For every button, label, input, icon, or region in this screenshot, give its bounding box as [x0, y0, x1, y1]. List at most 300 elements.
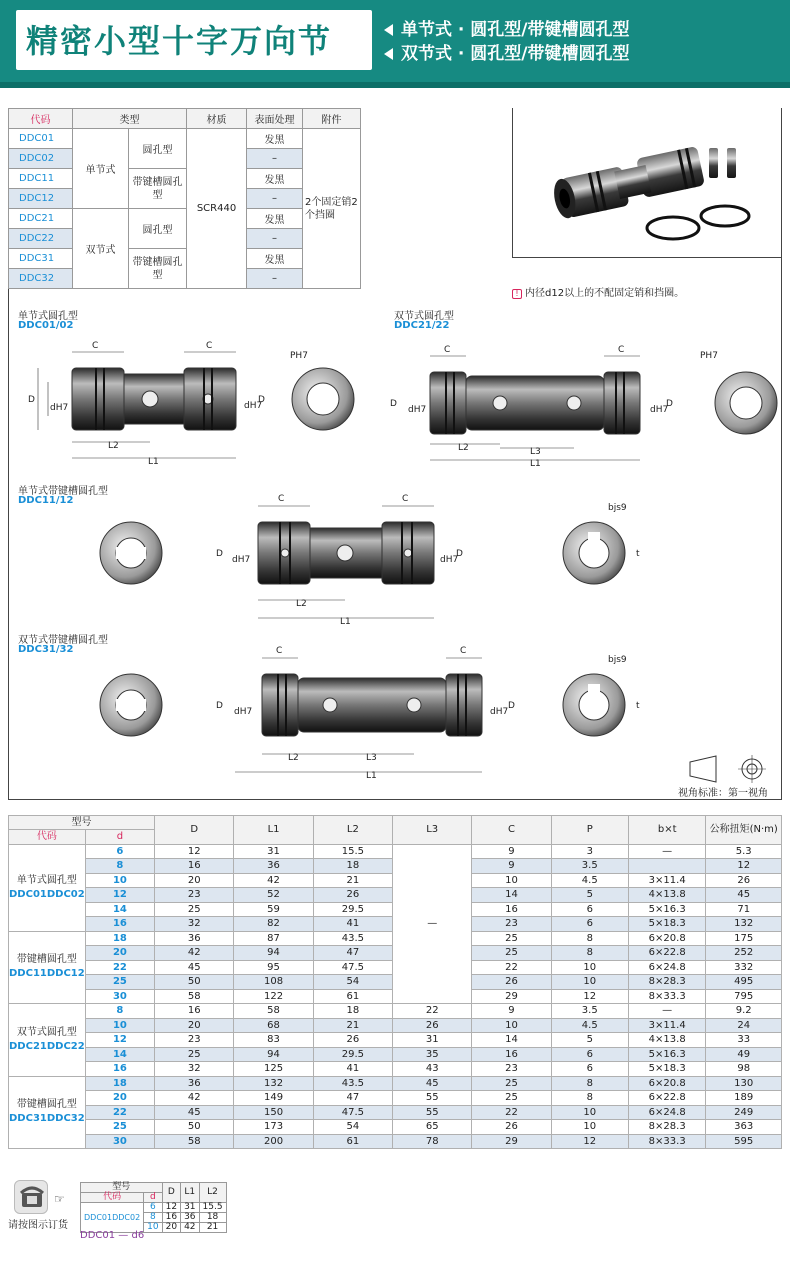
th-code: 代码: [9, 830, 86, 845]
D-cell: 20: [155, 1018, 234, 1033]
C-cell: 22: [472, 1105, 551, 1120]
L1-cell: 68: [234, 1018, 313, 1033]
bxt-cell: 6×22.8: [628, 946, 706, 961]
C-cell: 14: [472, 888, 551, 903]
P-cell: 10: [551, 1120, 628, 1135]
D-cell: 20: [155, 873, 234, 888]
group-cell: [9, 844, 86, 931]
L2-cell: 61: [313, 1134, 392, 1149]
group-codes: DDC21DDC22: [9, 1040, 85, 1052]
order-example-table: 型号 D L1 L2 代码 d DDC01DDC02 6 12 31 15.5 8 16 36 18 10 20 42 21: [80, 1182, 227, 1233]
bxt-cell: 8×33.3: [628, 1134, 706, 1149]
d-cell: 22: [85, 1105, 154, 1120]
table-row: [9, 844, 782, 859]
svg-text:C: C: [206, 341, 213, 351]
L2-cell: 43.5: [313, 1076, 392, 1091]
P-cell: 8: [551, 946, 628, 961]
group-label: 带键槽圆孔型: [16, 1099, 77, 1111]
torque-cell: 49: [706, 1047, 782, 1062]
D-cell: 16: [155, 859, 234, 874]
order-label: 请按图示订货: [8, 1220, 68, 1231]
L3-cell: 43: [393, 1062, 472, 1077]
torque-cell: 45: [706, 888, 782, 903]
svg-text:dH7: dH7: [408, 405, 427, 415]
th-torque: 公称扭矩(N·m): [706, 816, 782, 845]
D-cell: 42: [155, 946, 234, 961]
group-cell: [9, 1076, 86, 1149]
bxt-cell: 5×18.3: [628, 1062, 706, 1077]
bxt-cell: 6×20.8: [628, 1076, 706, 1091]
torque-cell: 252: [706, 946, 782, 961]
D-cell: 25: [155, 1047, 234, 1062]
torque-cell: 795: [706, 989, 782, 1004]
L1-cell: 58: [234, 1004, 313, 1019]
L2-cell: 21: [313, 1018, 392, 1033]
finish-cell: 发黑: [247, 129, 303, 149]
table-row: [9, 1105, 782, 1120]
d-cell: 12: [85, 1033, 154, 1048]
P-cell: 5: [551, 1033, 628, 1048]
L1-cell: 31: [234, 844, 313, 859]
finish-cell: –: [247, 269, 303, 289]
material-cell: SCR440: [187, 129, 247, 289]
L1-cell: 200: [234, 1134, 313, 1149]
section-label: 双节式圆孔型: [394, 311, 454, 322]
d-cell: 18: [85, 931, 154, 946]
finish-cell: 发黑: [247, 169, 303, 189]
P-cell: 10: [551, 975, 628, 990]
group-label: 单节式圆孔型: [16, 874, 77, 886]
L2-cell: 47: [313, 1091, 392, 1106]
svg-text:C: C: [92, 341, 99, 351]
section-code: DDC31/32: [18, 644, 74, 655]
svg-text:C: C: [444, 345, 451, 355]
svg-text:D: D: [390, 399, 397, 409]
svg-text:L2: L2: [288, 753, 299, 763]
svg-text:D: D: [216, 701, 223, 711]
L1-cell: 42: [234, 873, 313, 888]
bxt-cell: 5×16.3: [628, 1047, 706, 1062]
C-cell: 16: [472, 1047, 551, 1062]
svg-text:dH7: dH7: [232, 555, 251, 565]
P-cell: 8: [551, 1091, 628, 1106]
L2-cell: 43.5: [313, 931, 392, 946]
sub-round: 圆孔型: [129, 209, 187, 249]
P-cell: 5: [551, 888, 628, 903]
L1-cell: 52: [234, 888, 313, 903]
C-cell: 22: [472, 960, 551, 975]
note: ! 内径d12以上的不配固定销和挡圈。: [512, 284, 684, 299]
torque-cell: 12: [706, 859, 782, 874]
th-finish: 表面处理: [247, 109, 303, 129]
single-rows: [9, 844, 782, 1004]
svg-text:t: t: [636, 549, 640, 559]
finish-cell: –: [247, 149, 303, 169]
svg-text:t: t: [636, 701, 640, 711]
L2-cell: 54: [313, 975, 392, 990]
svg-text:D: D: [216, 549, 223, 559]
L3-cell: —: [393, 844, 472, 1004]
svg-text:L2: L2: [458, 443, 469, 453]
code-cell: DDC31: [9, 249, 73, 269]
spec-data-table: [8, 815, 782, 1149]
bxt-cell: 6×24.8: [628, 1105, 706, 1120]
th-d: d: [85, 830, 154, 845]
L1-cell: 83: [234, 1033, 313, 1048]
table-row: [9, 1004, 782, 1019]
subtitle-single: 单节式 · 圆孔型/带键槽圆孔型: [384, 18, 630, 42]
P-cell: 12: [551, 989, 628, 1004]
section-label: 双节式带键槽圆孔型: [18, 635, 108, 646]
svg-text:dH7: dH7: [650, 405, 669, 415]
table-row: [9, 1091, 782, 1106]
group-label: 双节式圆孔型: [16, 1026, 77, 1038]
L2-cell: 47: [313, 946, 392, 961]
bxt-cell: 5×16.3: [628, 902, 706, 917]
C-cell: 25: [472, 1076, 551, 1091]
bxt-cell: 6×20.8: [628, 931, 706, 946]
torque-cell: 175: [706, 931, 782, 946]
d-cell: 22: [85, 960, 154, 975]
bxt-cell: 5×18.3: [628, 917, 706, 932]
D-cell: 25: [155, 902, 234, 917]
drawing-double-keyway: [100, 646, 640, 781]
P-cell: 8: [551, 1076, 628, 1091]
D-cell: 32: [155, 1062, 234, 1077]
L2-cell: 29.5: [313, 1047, 392, 1062]
P-cell: 6: [551, 1047, 628, 1062]
svg-text:L3: L3: [366, 753, 377, 763]
svg-text:PH7: PH7: [700, 351, 718, 361]
L2-cell: 26: [313, 1033, 392, 1048]
L1-cell: 132: [234, 1076, 313, 1091]
svg-text:C: C: [278, 494, 285, 504]
double-rows: [9, 1004, 782, 1149]
svg-text:L3: L3: [530, 447, 541, 457]
svg-text:dH7: dH7: [50, 403, 69, 413]
L3-cell: 45: [393, 1076, 472, 1091]
L3-cell: 78: [393, 1134, 472, 1149]
th-P: P: [551, 816, 628, 845]
L3-cell: 65: [393, 1120, 472, 1135]
L2-cell: 54: [313, 1120, 392, 1135]
d-cell: 30: [85, 1134, 154, 1149]
d-cell: 6: [85, 844, 154, 859]
D-cell: 36: [155, 931, 234, 946]
svg-text:L2: L2: [108, 441, 119, 451]
D-cell: 50: [155, 1120, 234, 1135]
P-cell: 3.5: [551, 859, 628, 874]
svg-text:PH7: PH7: [290, 351, 308, 361]
svg-text:bjs9: bjs9: [608, 503, 627, 513]
section-label: 单节式圆孔型: [18, 311, 78, 322]
torque-cell: 595: [706, 1134, 782, 1149]
svg-text:L1: L1: [340, 617, 351, 627]
L2-cell: 61: [313, 989, 392, 1004]
P-cell: 4.5: [551, 1018, 628, 1033]
torque-cell: 363: [706, 1120, 782, 1135]
type-single: 单节式: [73, 129, 129, 209]
torque-cell: 332: [706, 960, 782, 975]
torque-cell: 24: [706, 1018, 782, 1033]
P-cell: 12: [551, 1134, 628, 1149]
C-cell: 25: [472, 1091, 551, 1106]
d-cell: 16: [85, 1062, 154, 1077]
bxt-cell: 6×24.8: [628, 960, 706, 975]
bxt-cell: 8×28.3: [628, 1120, 706, 1135]
d-cell: 20: [85, 946, 154, 961]
C-cell: 29: [472, 1134, 551, 1149]
svg-text:D: D: [258, 395, 265, 405]
C-cell: 25: [472, 946, 551, 961]
L2-cell: 15.5: [313, 844, 392, 859]
P-cell: 6: [551, 902, 628, 917]
D-cell: 23: [155, 888, 234, 903]
L1-cell: 82: [234, 917, 313, 932]
P-cell: 6: [551, 917, 628, 932]
bxt-cell: 3×11.4: [628, 873, 706, 888]
P-cell: 3: [551, 844, 628, 859]
th-L3: L3: [393, 816, 472, 845]
code-cell: DDC01: [9, 129, 73, 149]
group-label: 带键槽圆孔型: [16, 954, 77, 966]
torque-cell: 5.3: [706, 844, 782, 859]
d-cell: 8: [85, 859, 154, 874]
L2-cell: 41: [313, 1062, 392, 1077]
type-double: 双节式: [73, 209, 129, 289]
torque-cell: 249: [706, 1105, 782, 1120]
L3-cell: 35: [393, 1047, 472, 1062]
sub-round: 圆孔型: [129, 129, 187, 169]
L1-cell: 125: [234, 1062, 313, 1077]
L1-cell: 94: [234, 1047, 313, 1062]
finish-cell: 发黑: [247, 209, 303, 229]
svg-text:L1: L1: [530, 459, 541, 469]
d-cell: 25: [85, 975, 154, 990]
bxt-cell: —: [628, 1004, 706, 1019]
svg-text:L2: L2: [296, 599, 307, 609]
P-cell: 10: [551, 960, 628, 975]
th-model: 型号: [9, 816, 155, 830]
P-cell: 10: [551, 1105, 628, 1120]
bxt-cell: 6×22.8: [628, 1091, 706, 1106]
C-cell: 10: [472, 873, 551, 888]
bxt-cell: 3×11.4: [628, 1018, 706, 1033]
th-D: D: [155, 816, 234, 845]
torque-cell: 495: [706, 975, 782, 990]
torque-cell: 33: [706, 1033, 782, 1048]
table-row: [9, 1018, 782, 1033]
C-cell: 29: [472, 989, 551, 1004]
D-cell: 36: [155, 1076, 234, 1091]
d-cell: 8: [85, 1004, 154, 1019]
C-cell: 16: [472, 902, 551, 917]
D-cell: 42: [155, 1091, 234, 1106]
torque-cell: 26: [706, 873, 782, 888]
svg-text:dH7: dH7: [234, 707, 253, 717]
D-cell: 45: [155, 960, 234, 975]
C-cell: 23: [472, 1062, 551, 1077]
C-cell: 9: [472, 1004, 551, 1019]
d-cell: 10: [85, 873, 154, 888]
subtitle-double: 双节式 · 圆孔型/带键槽圆孔型: [384, 42, 630, 66]
svg-text:bjs9: bjs9: [608, 655, 627, 665]
P-cell: 8: [551, 931, 628, 946]
L3-cell: 55: [393, 1091, 472, 1106]
section-label: 单节式带键槽圆孔型: [18, 486, 108, 497]
svg-text:D: D: [28, 395, 35, 405]
L2-cell: 18: [313, 859, 392, 874]
pointing-hand-icon: ☞: [54, 1192, 65, 1206]
L3-cell: 55: [393, 1105, 472, 1120]
bxt-cell: 8×33.3: [628, 989, 706, 1004]
L1-cell: 87: [234, 931, 313, 946]
C-cell: 9: [472, 859, 551, 874]
L3-cell: 31: [393, 1033, 472, 1048]
bxt-cell: 4×13.8: [628, 888, 706, 903]
C-cell: 26: [472, 1120, 551, 1135]
th-material: 材质: [187, 109, 247, 129]
d-cell: 14: [85, 1047, 154, 1062]
L1-cell: 150: [234, 1105, 313, 1120]
view-standard: 视角标准：第一视角: [678, 788, 768, 799]
table-row: [9, 1033, 782, 1048]
L2-cell: 41: [313, 917, 392, 932]
L1-cell: 149: [234, 1091, 313, 1106]
warning-icon: !: [512, 289, 522, 299]
th-L1: L1: [234, 816, 313, 845]
d-cell: 10: [85, 1018, 154, 1033]
C-cell: 26: [472, 975, 551, 990]
torque-cell: 189: [706, 1091, 782, 1106]
section-code: DDC01/02: [18, 320, 74, 331]
L2-cell: 18: [313, 1004, 392, 1019]
L1-cell: 36: [234, 859, 313, 874]
projection-symbol-icon: [690, 755, 766, 783]
bxt-cell: —: [628, 844, 706, 859]
P-cell: 4.5: [551, 873, 628, 888]
D-cell: 12: [155, 844, 234, 859]
L2-cell: 26: [313, 888, 392, 903]
drawing-single-round: [28, 341, 354, 467]
D-cell: 45: [155, 1105, 234, 1120]
svg-text:dH7: dH7: [440, 555, 459, 565]
torque-cell: 9.2: [706, 1004, 782, 1019]
bxt-cell: 4×13.8: [628, 1033, 706, 1048]
section-code: DDC11/12: [18, 495, 74, 506]
code-cell: DDC22: [9, 229, 73, 249]
drawing-double-round: [390, 345, 777, 469]
L2-cell: 29.5: [313, 902, 392, 917]
C-cell: 14: [472, 1033, 551, 1048]
L1-cell: 122: [234, 989, 313, 1004]
D-cell: 58: [155, 989, 234, 1004]
svg-text:C: C: [618, 345, 625, 355]
d-cell: 25: [85, 1120, 154, 1135]
C-cell: 25: [472, 931, 551, 946]
d-cell: 20: [85, 1091, 154, 1106]
d-cell: 16: [85, 917, 154, 932]
svg-text:dH7: dH7: [490, 707, 509, 717]
code-cell: DDC02: [9, 149, 73, 169]
L1-cell: 95: [234, 960, 313, 975]
svg-text:C: C: [460, 646, 467, 656]
C-cell: 23: [472, 917, 551, 932]
code-cell: DDC11: [9, 169, 73, 189]
L1-cell: 108: [234, 975, 313, 990]
L1-cell: 94: [234, 946, 313, 961]
finish-cell: –: [247, 189, 303, 209]
finish-cell: –: [247, 229, 303, 249]
D-cell: 50: [155, 975, 234, 990]
P-cell: 3.5: [551, 1004, 628, 1019]
group-cell: [9, 1004, 86, 1077]
finish-cell: 发黑: [247, 249, 303, 269]
L3-cell: 26: [393, 1018, 472, 1033]
L1-cell: 173: [234, 1120, 313, 1135]
torque-cell: 98: [706, 1062, 782, 1077]
group-cell: [9, 931, 86, 1004]
svg-text:L1: L1: [148, 457, 159, 467]
phone-order-icon: [14, 1180, 48, 1214]
group-codes: DDC01DDC02: [9, 888, 85, 900]
table-row: [9, 1120, 782, 1135]
svg-text:D: D: [456, 549, 463, 559]
L2-cell: 47.5: [313, 960, 392, 975]
svg-text:C: C: [402, 494, 409, 504]
th-accessory: 附件: [303, 109, 361, 129]
L1-cell: 59: [234, 902, 313, 917]
sub-keyway: 带键槽圆孔型: [129, 169, 187, 209]
th-type: 类型: [73, 109, 187, 129]
D-cell: 58: [155, 1134, 234, 1149]
d-cell: 18: [85, 1076, 154, 1091]
torque-cell: 132: [706, 917, 782, 932]
torque-cell: 71: [706, 902, 782, 917]
table-row: [9, 1076, 782, 1091]
svg-text:L1: L1: [366, 771, 377, 781]
sub-keyway: 带键槽圆孔型: [129, 249, 187, 289]
svg-text:dH7: dH7: [244, 401, 263, 411]
group-codes: DDC11DDC12: [9, 968, 85, 980]
section-code: DDC21/22: [394, 320, 450, 331]
accessory-cell: 2个固定销2个挡圈: [303, 129, 361, 289]
th-L2: L2: [313, 816, 392, 845]
D-cell: 32: [155, 917, 234, 932]
svg-text:C: C: [276, 646, 283, 656]
group-codes: DDC31DDC32: [9, 1113, 85, 1125]
order-example-code: DDC01 — d6: [80, 1230, 145, 1241]
svg-text:D: D: [666, 399, 673, 409]
code-cell: DDC21: [9, 209, 73, 229]
C-cell: 10: [472, 1018, 551, 1033]
th-bxt: b×t: [628, 816, 706, 845]
L2-cell: 47.5: [313, 1105, 392, 1120]
C-cell: 9: [472, 844, 551, 859]
table-row: [9, 1062, 782, 1077]
page-title: 精密小型十字万向节: [26, 22, 333, 60]
bxt-cell: 8×28.3: [628, 975, 706, 990]
d-cell: 14: [85, 902, 154, 917]
svg-text:D: D: [508, 701, 515, 711]
table-row: [9, 1134, 782, 1149]
bxt-cell: [628, 859, 706, 874]
L2-cell: 21: [313, 873, 392, 888]
d-cell: 12: [85, 888, 154, 903]
D-cell: 23: [155, 1033, 234, 1048]
L3-cell: 22: [393, 1004, 472, 1019]
code-cell: DDC32: [9, 269, 73, 289]
